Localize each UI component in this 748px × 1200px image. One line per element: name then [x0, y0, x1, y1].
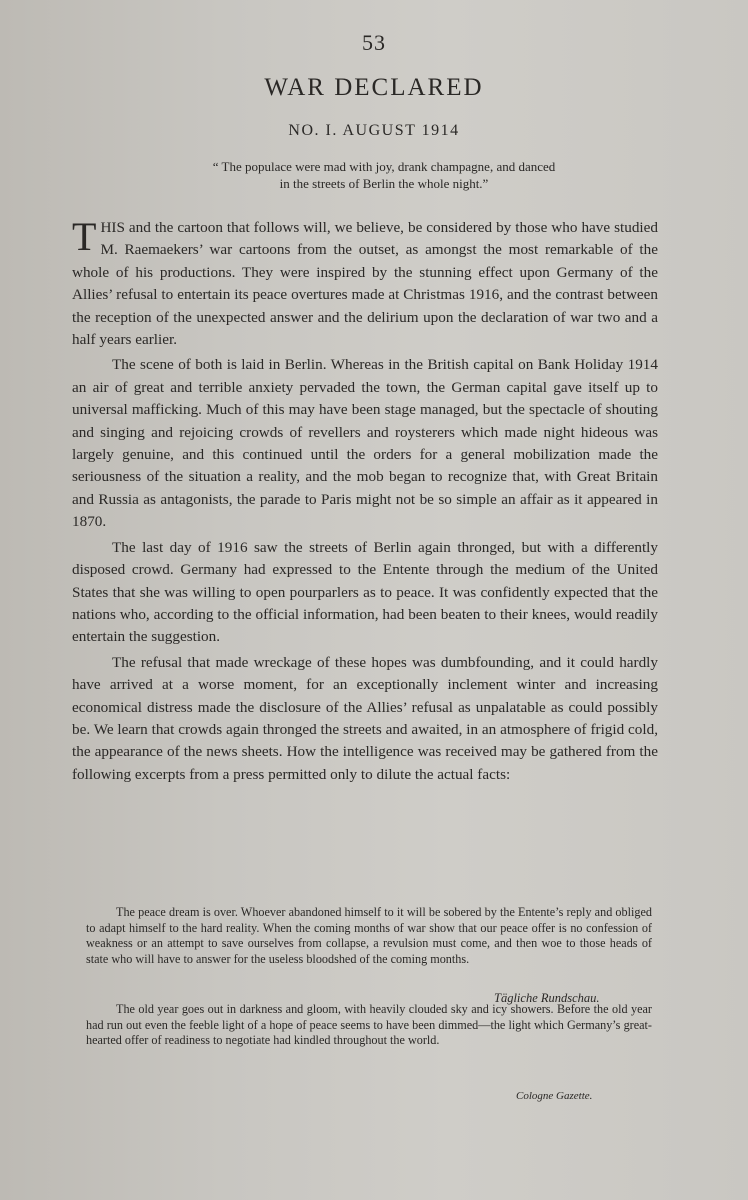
press-excerpt-2-source: Cologne Gazette.: [516, 1090, 593, 1102]
chapter-title: WAR DECLARED: [264, 74, 484, 101]
drop-cap: T: [72, 214, 97, 259]
paragraph-1-text: HIS and the cartoon that follows will, we believe, be considered by those who have studied M. Raemaekers’ war cartoons from the outset, as amongst the most remarkable of the whole of his productions. They were inspired by the stunning effect upon Germany of the Allies’ refusal to entertain its peace overtures made at Christmas 1916, and the contrast between the reception of the unexpected answer and the delirium upon the declaration of war two and a half years earlier.: [72, 219, 658, 349]
epigraph-line-1: “ The populace were mad with joy, drank champagne, and danced: [212, 159, 556, 174]
paragraph-1: [72, 214, 658, 351]
press-excerpt-2: [86, 1002, 652, 1049]
paragraph-3: The last day of 1916 saw the streets of Berlin again thronged, but with a differently disposed crowd. Germany had expressed to the Entente through the medium of the United States that she was willing to open pourparlers as to peace. It was confidently expected that the nations who, according to the official information, had been beaten to their knees, would readily entertain the suggestion.: [72, 538, 658, 646]
chapter-subtitle: NO. I. AUGUST 1914: [288, 122, 460, 139]
page-number: 53: [362, 30, 386, 55]
paragraph-4: The refusal that made wreckage of these hopes was dumbfounding, and it could hardly have arrived at a worse moment, for an exceptionally inclement winter and increasing economical distress made the disclosure of the Allies’ refusal as unpalatable as could possibly be. We learn that crowds again thronged the streets and awaited, in an atmosphere of frigid cold, the appearance of the news sheets. How the intelligence was received may be gathered from the following excerpts from a press permitted only to dilute the actual facts:: [72, 653, 658, 783]
epigraph: [120, 158, 648, 192]
epigraph-line-2: in the streets of Berlin the whole night.”: [279, 176, 489, 191]
article-body: [72, 214, 658, 789]
press-excerpt-1-text: The peace dream is over. Whoever abandoned himself to it will be sobered by the Entente’s reply and obliged to adapt himself to the hard reality. When the coming months of war show that our peace offer is no confession of weakness or an attempt to save ourselves from collapse, a revulsion must come, and then woe to those heads of state who will have to answer for the useless bloodshed of the coming months.: [86, 905, 652, 966]
press-excerpt-1-source: Tägliche Rundschau.: [494, 991, 600, 1005]
press-excerpt-2-text: The old year goes out in darkness and gloom, with heavily clouded sky and icy showers. Before the old year had run out even the feeble light of a hope of peace seems to have been dimmed—the light which Germany’s great-hearted offer of readiness to negotiate had kindled throughout the world.: [86, 1002, 652, 1048]
paragraph-2: The scene of both is laid in Berlin. Whereas in the British capital on Bank Holiday 1914 an air of great and terrible anxiety pervaded the town, the German capital gave itself up to universal mafficking. Much of this may have been stage managed, but the spectacle of shouting and singing and rejoicing crowds of revellers and roysterers which made night hideous was largely genuine, and this continued until the orders for a general mobilization made the seriousness of the situation a reality, and the mob began to recognize that, with Great Britain and Russia as antagonists, the parade to Paris might not be so simple an affair as it appeared in 1870.: [72, 356, 658, 531]
press-excerpt-1: [86, 905, 652, 967]
